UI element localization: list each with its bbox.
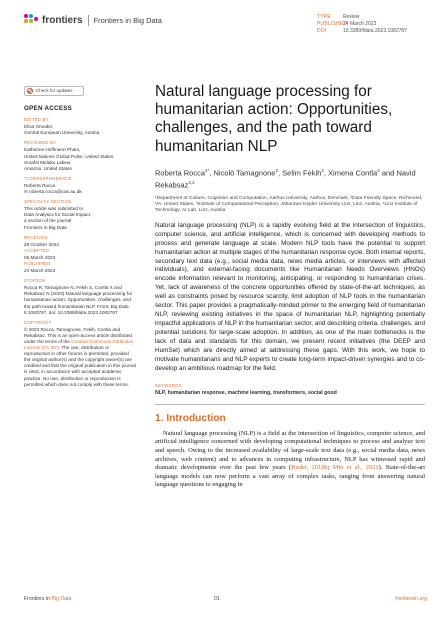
reviewed-by: REVIEWED BY Katherine Hoffmann Pham, United Nations Global Pulse, United States Surafel Melaku Lakew, Amazon, United States bbox=[24, 140, 114, 171]
article-title: Natural language processing for humanitarian action: Opportunities, challenges, and the path toward humanitarian NLP bbox=[155, 83, 393, 155]
check-for-updates-button[interactable] bbox=[24, 86, 84, 96]
section-heading: 1. Introduction bbox=[155, 412, 226, 424]
article-sidebar bbox=[24, 86, 136, 392]
reference-link[interactable]: Min et al., 2021 bbox=[332, 464, 379, 472]
reference-link[interactable]: Ruder, 2018b bbox=[291, 464, 328, 472]
copyright: COPYRIGHT © 2023 Rocca, Tamagnone, Fekih, Contla and Rekabsaz. This is an open-access article distributed under the terms of the Creative Commons Attribution License (CC BY). The use, distribution or reproduction in other forums is permitted, provided the original author(s) and the copyright owner(s) are credited and that the original publication in this journal is cited, in accordance with accepted academic practice. No use, distribution or reproduction is permitted which does not comply with these terms. bbox=[24, 319, 136, 387]
divider bbox=[155, 404, 425, 405]
edited-by: EDITED BY Elisa Omodei, Central European University, Austria bbox=[24, 117, 100, 136]
author[interactable]: Nicolò Tamagnone bbox=[213, 168, 276, 178]
check-for-updates-label: Check for updates bbox=[36, 87, 73, 93]
frontiers-logo[interactable] bbox=[24, 14, 162, 26]
specialty-section: SPECIALTY SECTION This article was submitted to Data Analytics for Social Impact, a section of the journal Frontiers in Big Data bbox=[24, 199, 92, 230]
author[interactable]: Selim Fekih bbox=[282, 168, 322, 178]
article-meta bbox=[317, 14, 427, 35]
divider bbox=[88, 15, 89, 26]
article-main bbox=[155, 83, 425, 490]
journal-name: Frontiers in Big Data bbox=[93, 15, 162, 25]
footer-journal: Frontiers in Big Data bbox=[24, 596, 72, 602]
correspondence: *CORRESPONDENCE Roberta Rocca ✉ roberta.rocca@cas.au.dk bbox=[24, 176, 136, 195]
author[interactable]: Navid Rekabsaz bbox=[155, 168, 416, 190]
author-list: Roberta Rocca$^{1*}$, Nicolò Tamagnone$^2$, Selim Fekih$^2$, Ximena Contla$^2$ and Navid Rekabsaz$^{3,4}$ bbox=[155, 167, 416, 190]
citation: CITATION Rocca R, Tamagnone N, Fekih S, Contla X and Rekabsaz N (2023) Natural language processing for humanitarian action: Opportunities, challenges, and the path toward humanitarian NLP. Front. Big Data 6:1082787. doi: 10.3389/fdata.2023.1082787 bbox=[24, 278, 133, 315]
meta-type: TYPE Review bbox=[317, 14, 360, 20]
keywords: NLP, humanitarian response, machine learning, transformers, social good bbox=[155, 389, 337, 396]
site-link[interactable]: frontiersin.org bbox=[395, 596, 427, 602]
license-link[interactable]: Creative Commons Attribution License (CC BY) bbox=[24, 339, 134, 351]
meta-published: PUBLISHED24 March 2023 bbox=[317, 21, 377, 27]
dates: RECEIVED 28 October 2022 ACCEPTED 06 March 2023 PUBLISHED 24 March 2023 bbox=[24, 234, 59, 274]
brand-name: frontiers bbox=[42, 14, 83, 26]
abstract: Natural language processing (NLP) is a rapidly evolving field at the intersection of linguistics, computer science, and artificial intelligence, which is concerned with developing methods to process and generate language at scale. Modern NLP tools have the potential to support humanitarian action at multiple stages of the humanitarian response cycle. Both internal reports, secondary text data (e.g., social media data, news media articles, or interviews with affected individuals), and external-facing documents like Humanitarian Needs Overviews (HNOs) encode information relevant to monitoring, anticipating, or responding to humanitarian crises. Yet, lack of awareness of the concrete opportunities offered by state-of-the-art techniques, as well as constraints posed by resource scarcity, limit adoption of NLP tools in the humanitarian sector. This paper provides a pragmatically-minded primer to the emerging field of humanitarian NLP, reviewing existing initiatives in the space of humanitarian NLP, highlighting potentially impactful applications of NLP in the humanitarian sector, and describing criteria, challenges, and potential solutions for large-scale adoption. In addition, as one of the main bottlenecks is the lack of data and standards for this domain, we present recent initiatives (the DEEP and HumSet) which are directly aimed at addressing these gaps. With this work, we hope to motivate humanitarians and NLP experts to create long-term impact-driven synergies and to co-develop an ambitious roadmap for the field. bbox=[155, 221, 425, 372]
keywords-label: KEYWORDS bbox=[155, 382, 182, 388]
check-icon bbox=[27, 88, 33, 94]
page-header bbox=[24, 10, 427, 40]
meta-doi[interactable]: DOI 10.3389/fdata.2023.1082787 bbox=[317, 28, 407, 34]
correspondence-email[interactable]: ✉ roberta.rocca@cas.au.dk bbox=[24, 189, 82, 195]
open-access-label: OPEN ACCESS bbox=[24, 105, 73, 112]
frontiers-logo-icon bbox=[24, 14, 38, 26]
author[interactable]: Ximena Contla bbox=[328, 168, 378, 178]
affiliations: ¹Department of Culture, Cognition and Computation, Aarhus University, Aarhus, Denmark, ²Data Friendly Space, Richmond, VA, United States, ³Institute of Computational Perception, Johannes Kepler University Linz, Linz, Austria, ⁴Linz Institute of Technology, AI Lab, Linz, Austria bbox=[155, 195, 423, 214]
author[interactable]: Roberta Rocca bbox=[155, 168, 206, 178]
introduction-paragraph: Natural language processing (NLP) is a field at the intersection of linguistics, computer science, and artificial intelligence concerned with developing computational techniques to process and analyze text and speech. Owing to the increased availability of large-scale text data (e.g., social media data, news archives, web content) and to advances in computing infrastructure, NLP has witnessed rapid and dramatic developments over the past few years (Ruder, 2018b; Min et al., 2021). State-of-the-art language models can now perform a vast array of complex tasks, ranging from answering natural language questions to engaging in bbox=[155, 429, 425, 489]
page-number: 01 bbox=[214, 596, 220, 602]
journal-link[interactable]: Big Data bbox=[51, 596, 72, 602]
